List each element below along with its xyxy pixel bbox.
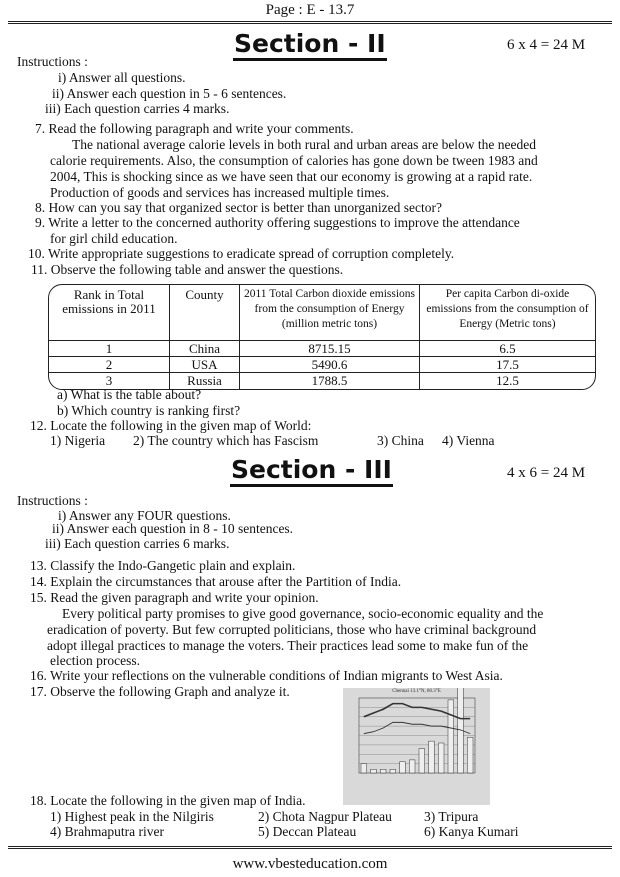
map-item: 3) Tripura (424, 809, 479, 824)
question-16: 16. Write your reflections on the vulnerable conditions of Indian migrants to West Asia. (30, 668, 503, 683)
cell: 5490.6 (240, 357, 420, 373)
column-header: County (170, 285, 240, 341)
cell: Russia (170, 373, 240, 389)
footer-divider (8, 846, 612, 850)
table-row (49, 357, 595, 373)
rainfall-bar (400, 762, 406, 773)
section-2-title: Section - II (233, 30, 387, 61)
rainfall-bar (390, 769, 396, 773)
min-temperature-line (364, 722, 470, 733)
map-item: 2) The country which has Fascism (133, 433, 319, 448)
map-item: 3) China (377, 433, 424, 448)
question-10: 10. Write appropriate suggestions to eradicate spread of corruption completely. (28, 246, 455, 261)
question-18: 18. Locate the following in the given map of India. (30, 793, 306, 808)
section-3-marks: 4 x 6 = 24 M (507, 465, 586, 481)
map-item: 1) Nigeria (50, 433, 106, 448)
climate-graph-image (343, 688, 490, 805)
cell: 1 (49, 341, 170, 357)
table-header-row (49, 285, 595, 341)
question-15: 15. Read the given paragraph and write your opinion. (30, 590, 319, 605)
question-9-cont: for girl child education. (50, 231, 178, 246)
question-13: 13. Classify the Indo-Gangetic plain and explain. (30, 558, 296, 573)
cell: 17.5 (420, 357, 595, 373)
column-header: Rank in Total emissions in 2011 (49, 285, 170, 341)
paragraph-line: Production of goods and services has increased multiple times. (50, 185, 390, 200)
question-12: 12. Locate the following in the given map of World: (30, 418, 312, 433)
question-14: 14. Explain the circumstances that arouse after the Partition of India. (30, 574, 402, 589)
cell: 3 (49, 373, 170, 389)
emissions-table (48, 284, 596, 390)
rainfall-bar (361, 764, 367, 773)
paragraph-line: 2004, This is shocking since as we have seen that our economy is growing at a rapid rate. (50, 169, 533, 184)
max-temperature-line (364, 704, 470, 719)
cell: USA (170, 357, 240, 373)
map-item: 2) Chota Nagpur Plateau (258, 809, 392, 824)
map-item: 6) Kanya Kumari (424, 824, 519, 839)
column-header: Per capita Carbon di-oxide emissions from the consumption of Energy (Metric tons) (420, 285, 595, 341)
instruction: i) Answer all questions. (58, 70, 186, 85)
cell: 8715.15 (240, 341, 420, 357)
cell: China (170, 341, 240, 357)
cell: 1788.5 (240, 373, 420, 389)
question-7: 7. Read the following paragraph and write your comments. (35, 121, 354, 136)
question-17: 17. Observe the following Graph and analyze it. (30, 684, 290, 699)
question-11a: a) What is the table about? (57, 387, 202, 402)
paragraph-line: Every political party promises to give good governance, socio-economic equality and the (62, 606, 544, 621)
graph-title: Chennai 13.1°N, 80.3°E (392, 689, 441, 694)
paragraph-line: election process. (50, 653, 140, 668)
cell: 12.5 (496, 373, 519, 388)
map-item: 4) Vienna (442, 433, 495, 448)
rainfall-bar (419, 749, 425, 773)
header-divider (8, 21, 612, 25)
cell: 2 (49, 357, 170, 373)
instructions-label: Instructions : (17, 493, 88, 508)
rainfall-bar (467, 737, 473, 773)
rainfall-bar (409, 760, 415, 773)
cell: 6.5 (420, 341, 595, 357)
footer-url[interactable]: www.vbesteducation.com (232, 856, 388, 872)
question-11b: b) Which country is ranking first? (57, 403, 241, 418)
instruction: ii) Answer each question in 5 - 6 sentences. (52, 86, 287, 101)
map-item: 4) Brahmaputra river (50, 824, 164, 839)
column-header: 2011 Total Carbon dioxide emissions from the consumption of Energy (million metric tons) (240, 285, 420, 341)
section-3-title: Section - III (230, 456, 393, 487)
instruction: i) Answer any FOUR questions. (58, 508, 231, 523)
instructions-label: Instructions : (17, 54, 88, 69)
map-item: 1) Highest peak in the Nilgiris (50, 809, 214, 824)
table-row (49, 341, 595, 357)
paragraph-line: The national average calorie levels in both rural and urban areas are below the needed (72, 137, 537, 152)
question-9: 9. Write a letter to the concerned authority offering suggestions to improve the attendance (35, 215, 520, 230)
section-2-marks: 6 x 4 = 24 M (507, 37, 586, 53)
rainfall-bar (371, 769, 377, 773)
paragraph-line: eradication of poverty. But few corrupted politicians, those who have criminal background (47, 622, 537, 637)
rainfall-bar (380, 769, 386, 773)
instruction: iii) Each question carries 6 marks. (45, 536, 230, 551)
rainfall-bar (438, 743, 444, 773)
instruction: ii) Answer each question in 8 - 10 sentences. (52, 521, 294, 536)
climate-graph (343, 688, 490, 805)
map-item: 5) Deccan Plateau (258, 824, 357, 839)
page-number: Page : E - 13.7 (265, 2, 355, 18)
rainfall-bar (448, 700, 454, 773)
instruction: iii) Each question carries 4 marks. (45, 101, 230, 116)
rainfall-bar (429, 741, 435, 773)
question-8: 8. How can you say that organized sector is better than unorganized sector? (35, 200, 442, 215)
paragraph-line: calorie requirements. Also, the consumption of calories has gone down be tween 1983 and (50, 153, 538, 168)
paragraph-line: adopt illegal practices to manage the voters. Their practices lead some to make fun of the (47, 638, 529, 653)
question-11: 11. Observe the following table and answer the questions. (31, 262, 344, 277)
